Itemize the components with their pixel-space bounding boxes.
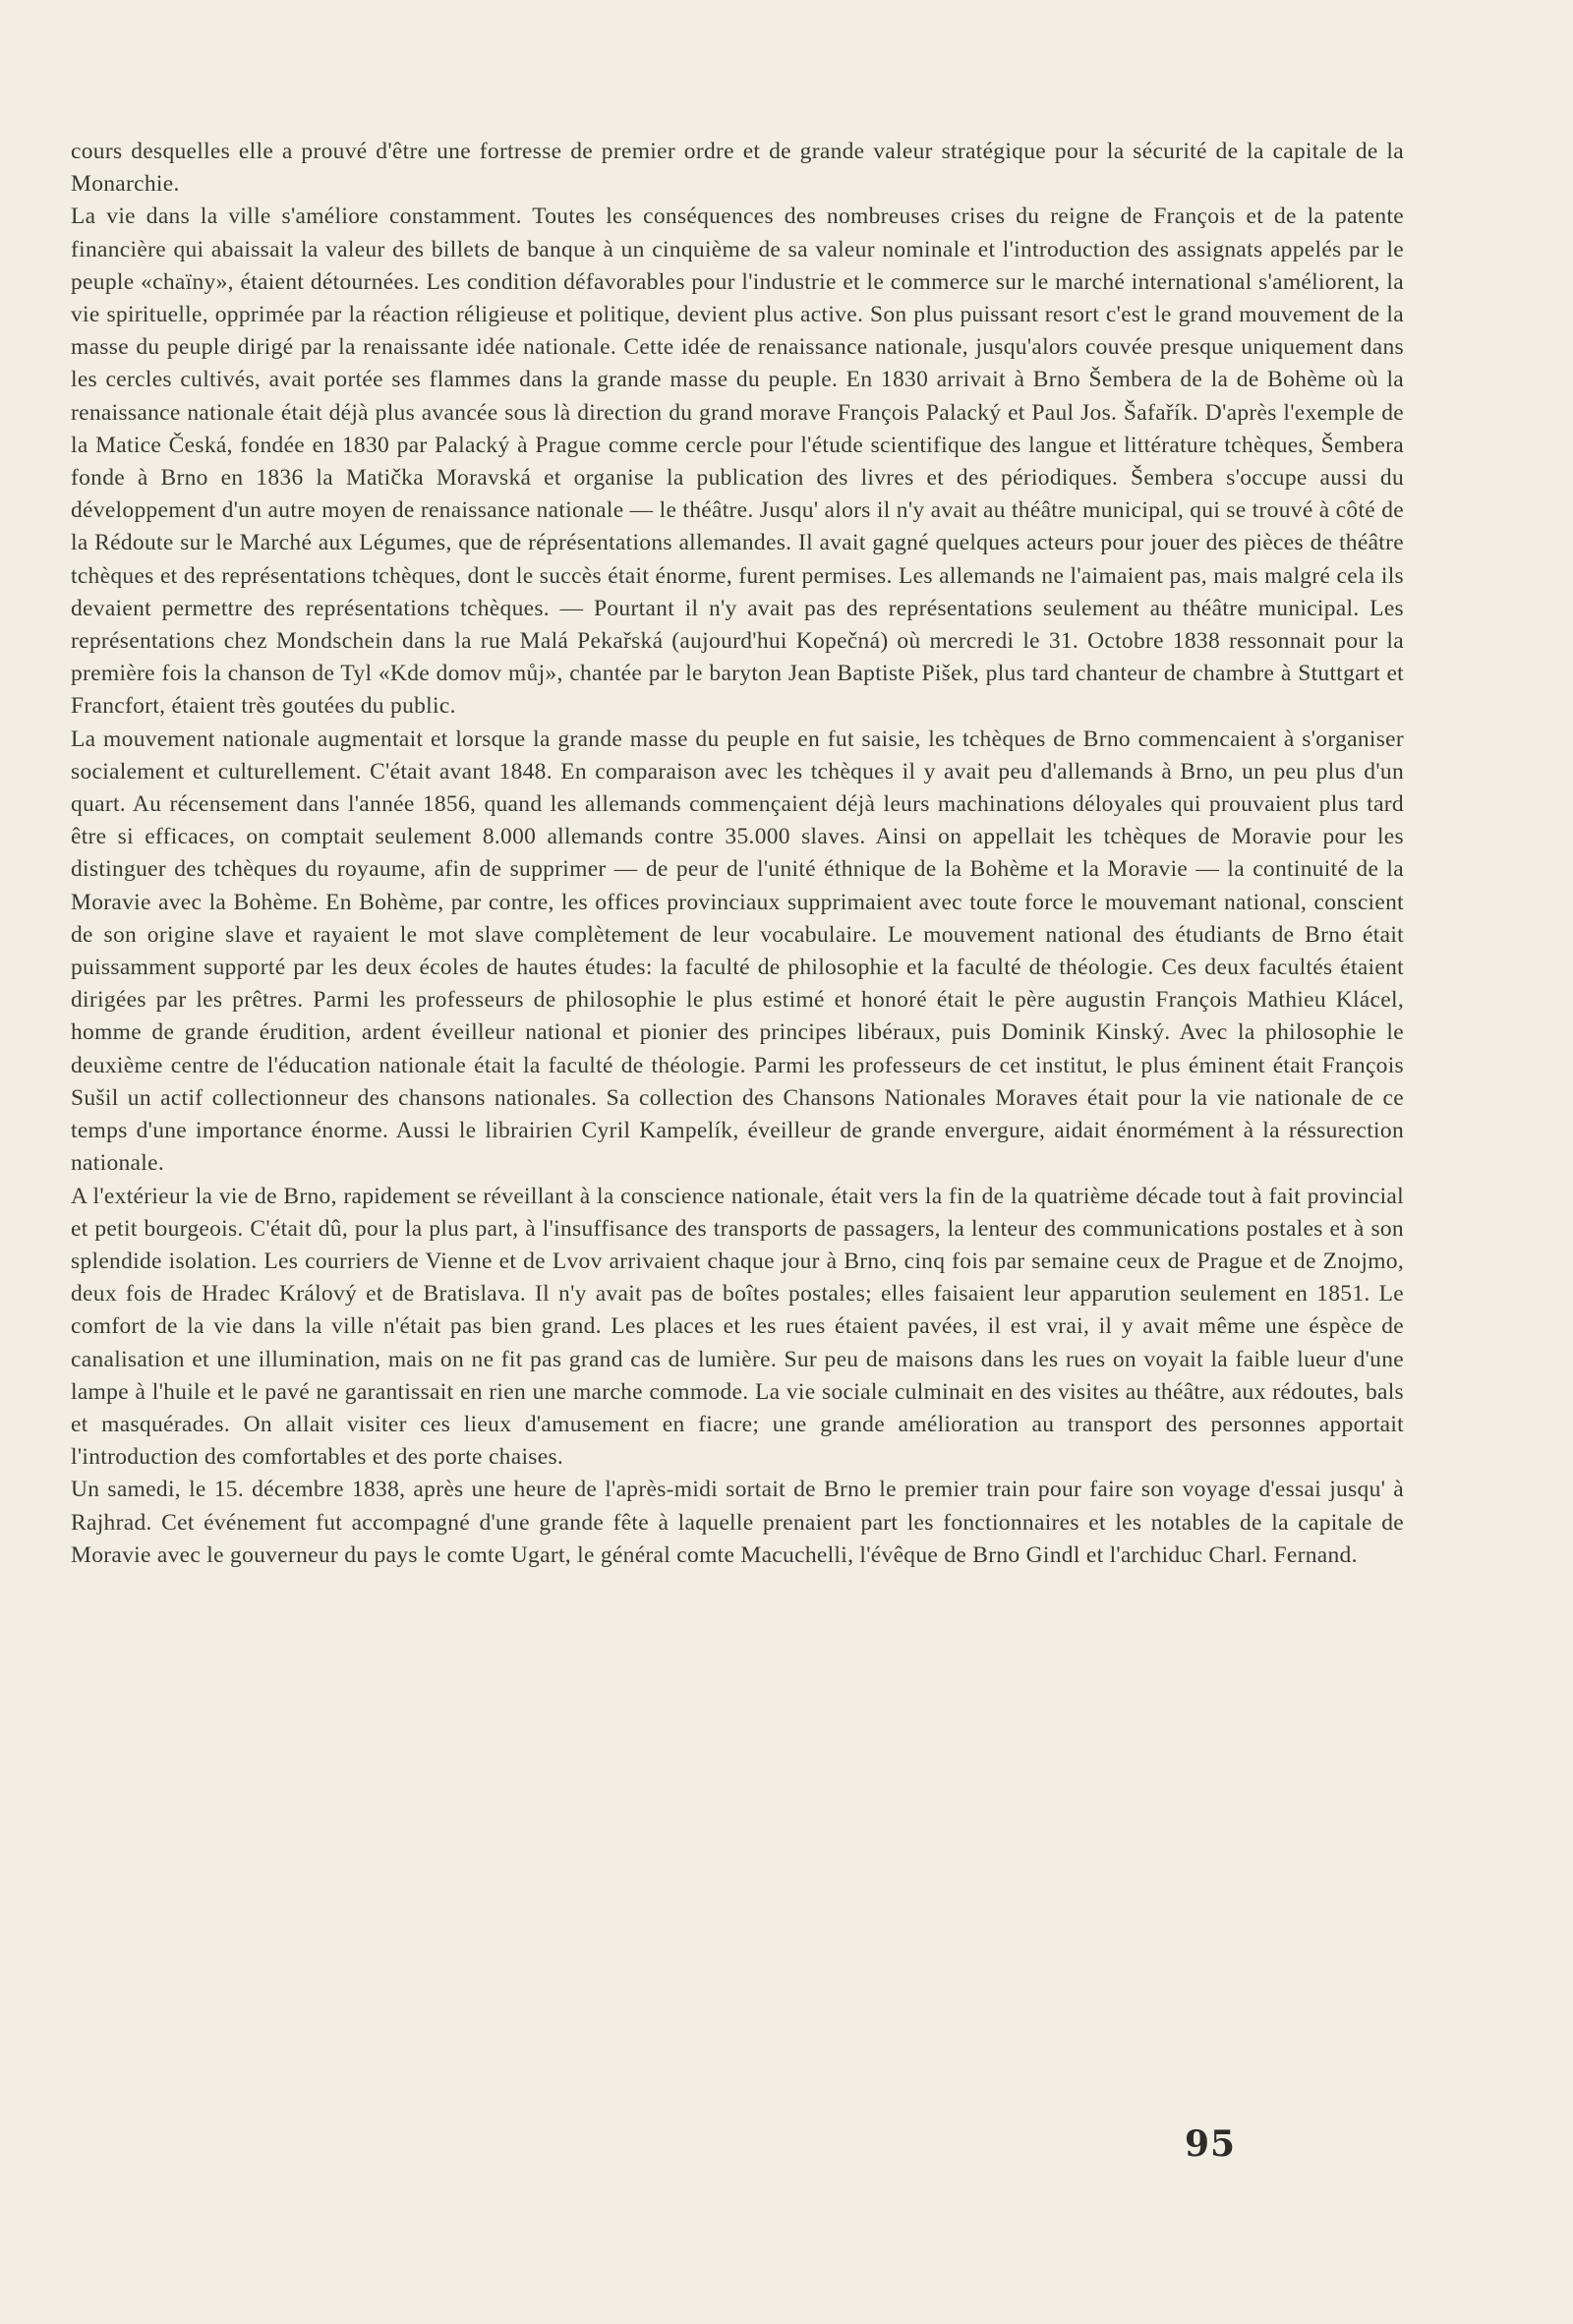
paragraph-fortress-conclusion: cours desquelles elle a prouvé d'être une fortresse de premier ordre et de grande valeur stratégique pour la sécurité de la capitale de la Monarchie. [71,139,1404,198]
paragraph-city-life-renaissance: La vie dans la ville s'améliore constamment. Toutes les conséquences des nombreuses crises du reigne de François et de la patente financière qui abaissait la valeur des billets de banque à un cinquième de sa valeur nominale et l'introduction des assignats appelés par le peuple «chaïny», étaient détournées. Les condition défavorables pour l'industrie et le commerce sur le marché international s'améliorent, la vie spirituelle, opprimée par la réaction réligieuse et politique, devient plus active. Son plus puissant resort c'est le grand mouvement de la masse du peuple dirigé par la renaissante idée nationale. Cette idée de renaissance nationale, jusqu'alors couvée presque uniquement dans les cercles cultivés, avait portée ses flammes dans la grande masse du peuple. En 1830 arrivait à Brno Šembera de la de Bohème où la renaissance nationale était déjà plus avancée sous là direction du grand morave François Palacký et Paul Jos. Šafařík. D'après l'exemple de la Matice Česká, fondée en 1830 par Palacký à Prague comme cercle pour l'étude scientifique des langue et littérature tchèques, Šembera fonde à Brno en 1836 la Matička Moravská et organise la publication des livres et des périodiques. Šembera s'occupe aussi du développement d'un autre moyen de renaissance nationale — le théâtre. Jusqu' alors il n'y avait au théâtre municipal, qui se trouvé à côté de la Rédoute sur le Marché aux Légumes, que de réprésentations allemandes. Il avait gagné quelques acteurs pour jouer des pièces de théâtre tchèques et des représentations tchèques, dont le succès était énorme, furent permises. Les allemands ne l'aimaient pas, mais malgré cela ils devaient permettre des représentations tchèques. — Pourtant il n'y avait pas des représentations seulement au théâtre municipal. Les représentations chez Mondschein dans la rue Malá Pekařská (aujourd'hui Kopečná) où mercredi le 31. Octobre 1838 ressonnait pour la première fois la chanson de Tyl «Kde domov můj», chantée par le baryton Jean Baptiste Pišek, plus tard chanteur de chambre à Stuttgart et Francfort, étaient très goutées du public. [71,203,1404,720]
paragraph-provincial-life: A l'extérieur la vie de Brno, rapidement se réveillant à la conscience nationale, était vers la fin de la quatrième décade tout à fait provincial et petit bourgeois. C'était dû, pour la plus part, à l'insuffisance des transports de passagers, la lenteur des communications postales et à son splendide isolation. Les courriers de Vienne et de Lvov arrivaient chaque jour à Brno, cinq fois par semaine ceux de Prague et de Znojmo, deux fois de Hradec Králový et de Bratislava. Il n'y avait pas de boîtes postales; elles faisaient leur apparution seulement en 1851. Le comfort de la vie dans la ville n'était pas bien grand. Les places et les rues étaient pavées, il est vrai, il y avait même une éspèce de canalisation et une illumination, mais on ne fit pas grand cas de lumière. Sur peu de maisons dans les rues on voyait la faible lueur d'une lampe à l'huile et le pavé ne garantissait en rien une marche commode. La vie sociale culminait en des visites au théâtre, aux rédoutes, bals et masquérades. On allait visiter ces lieux d'amusement en fiacre; une grande amélioration au transport des personnes apportait l'introduction des comfortables et des porte chaises. [71,1183,1404,1471]
page-number: 95 [1185,2123,1237,2165]
paragraph-national-movement: La mouvement nationale augmentait et lorsque la grande masse du peuple en fut saisie, les tchèques de Brno commencaient à s'organiser socialement et culturellement. C'était avant 1848. En comparaison avec les tchèques il y avait peu d'allemands à Brno, un peu plus d'un quart. Au récensement dans l'année 1856, quand les allemands commençaient déjà leurs machinations déloyales qui prouvaient plus tard être si efficaces, on comptait seulement 8.000 allemands contre 35.000 slaves. Ainsi on appellait les tchèques de Moravie pour les distinguer des tchèques du royaume, afin de supprimer — de peur de l'unité éthnique de la Bohème et la Moravie — la continuité de la Moravie avec la Bohème. En Bohème, par contre, les offices provinciaux supprimaient avec toute force le mouvemant national, conscient de son origine slave et rayaient le mot slave complètement de leur vocabulaire. Le mouvement national des étudiants de Brno était puissamment supporté par les deux écoles de hautes études: la faculté de philosophie et la faculté de théologie. Ces deux facultés étaient dirigées par les prêtres. Parmi les professeurs de philosophie le plus estimé et honoré était le père augustin François Mathieu Klácel, homme de grande érudition, ardent éveilleur national et pionier des principes libéraux, puis Dominik Kinský. Avec la philosophie le deuxième centre de l'éducation nationale était la faculté de théologie. Parmi les professeurs de cet institut, le plus éminent était François Sušil un actif collectionneur des chansons nationales. Sa collection des Chansons Nationales Moraves était pour la vie nationale de ce temps d'une importance énorme. Aussi le librairien Cyril Kampelík, éveilleur de grande envergure, aidait énormément à la réssurection nationale. [71,726,1404,1177]
paragraph-first-train: Un samedi, le 15. décembre 1838, après une heure de l'après-midi sortait de Brno le premier train pour faire son voyage d'essai jusqu' à Rajhrad. Cet événement fut accompagné d'une grande fête à laquelle prenaient part les fonctionnaires et les notables de la capitale de Moravie avec le gouverneur du pays le comte Ugart, le général comte Macuchelli, l'évêque de Brno Gindl et l'archiduc Charl. Fernand. [71,1477,1404,1568]
body-text [71,136,1404,1572]
